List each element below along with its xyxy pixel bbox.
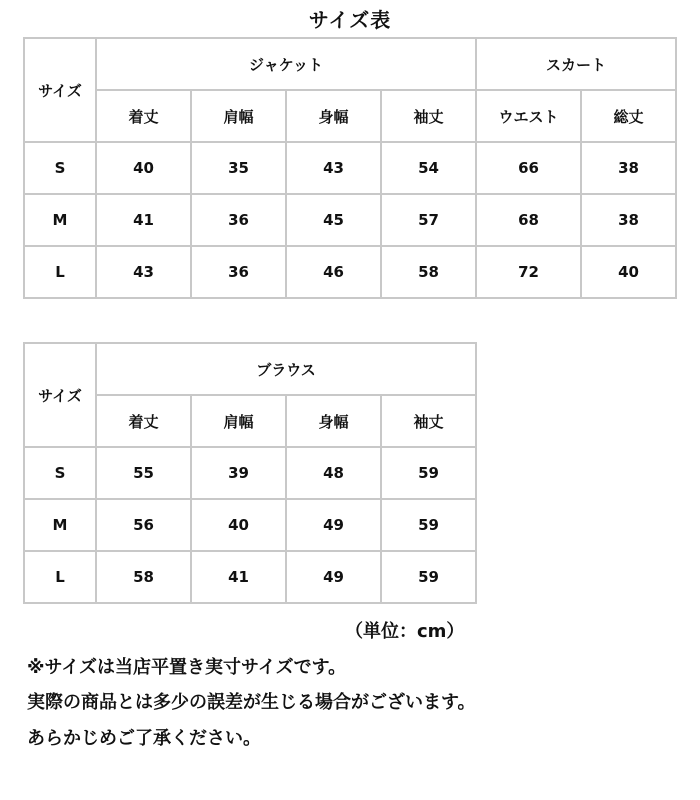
group-header-blouse: ブラウス (96, 343, 476, 395)
table-cell: 59 (381, 447, 476, 499)
table-row (24, 551, 476, 603)
note-line: 実際の商品とは多少の誤差が生じる場合がございます。 (27, 692, 476, 713)
table-cell: 68 (476, 194, 581, 246)
table-cell: 59 (381, 551, 476, 603)
note-line: あらかじめご了承ください。 (27, 728, 261, 749)
table-cell: 38 (581, 142, 676, 194)
column-header: 身幅 (286, 395, 381, 447)
unit-label: （単位：cm） (345, 621, 465, 642)
page-title: サイズ表 (308, 8, 392, 32)
table-cell: 66 (476, 142, 581, 194)
table-cell: 45 (286, 194, 381, 246)
table-cell: 49 (286, 551, 381, 603)
column-header: 着丈 (96, 395, 191, 447)
size-label: L (24, 246, 96, 298)
table-cell: 54 (381, 142, 476, 194)
column-header: 肩幅 (191, 395, 286, 447)
table-cell: 43 (96, 246, 191, 298)
table-cell: 35 (191, 142, 286, 194)
column-header: 身幅 (286, 90, 381, 142)
table-cell: 41 (96, 194, 191, 246)
table-cell: 59 (381, 499, 476, 551)
group-header-jacket: ジャケット (96, 38, 476, 90)
table-cell: 55 (96, 447, 191, 499)
table-cell: 72 (476, 246, 581, 298)
table-cell: 57 (381, 194, 476, 246)
size-label: M (24, 194, 96, 246)
table-row (24, 447, 476, 499)
size-label: S (24, 447, 96, 499)
table-cell: 40 (191, 499, 286, 551)
column-header: ウエスト (476, 90, 581, 142)
column-header: 肩幅 (191, 90, 286, 142)
group-header-skirt: スカート (476, 38, 676, 90)
column-header: 袖丈 (381, 90, 476, 142)
table-row (24, 194, 676, 246)
size-label: L (24, 551, 96, 603)
note-line: ※サイズは当店平置き実寸サイズです。 (27, 657, 347, 678)
table-cell: 39 (191, 447, 286, 499)
row-label-header: サイズ (24, 38, 96, 142)
column-header: 着丈 (96, 90, 191, 142)
table-cell: 56 (96, 499, 191, 551)
column-header: 総丈 (581, 90, 676, 142)
table-cell: 40 (581, 246, 676, 298)
size-table-blouse (23, 342, 477, 604)
table-cell: 41 (191, 551, 286, 603)
table-cell: 49 (286, 499, 381, 551)
table-row (24, 142, 676, 194)
column-header: 袖丈 (381, 395, 476, 447)
table-row (24, 499, 476, 551)
table-cell: 58 (381, 246, 476, 298)
table-cell: 38 (581, 194, 676, 246)
table-cell: 58 (96, 551, 191, 603)
table-cell: 36 (191, 194, 286, 246)
table-cell: 43 (286, 142, 381, 194)
table-cell: 36 (191, 246, 286, 298)
row-label-header: サイズ (24, 343, 96, 447)
table-cell: 46 (286, 246, 381, 298)
table-cell: 48 (286, 447, 381, 499)
size-table-jacket-skirt (23, 37, 677, 299)
size-label: S (24, 142, 96, 194)
table-row (24, 246, 676, 298)
table-cell: 40 (96, 142, 191, 194)
size-label: M (24, 499, 96, 551)
